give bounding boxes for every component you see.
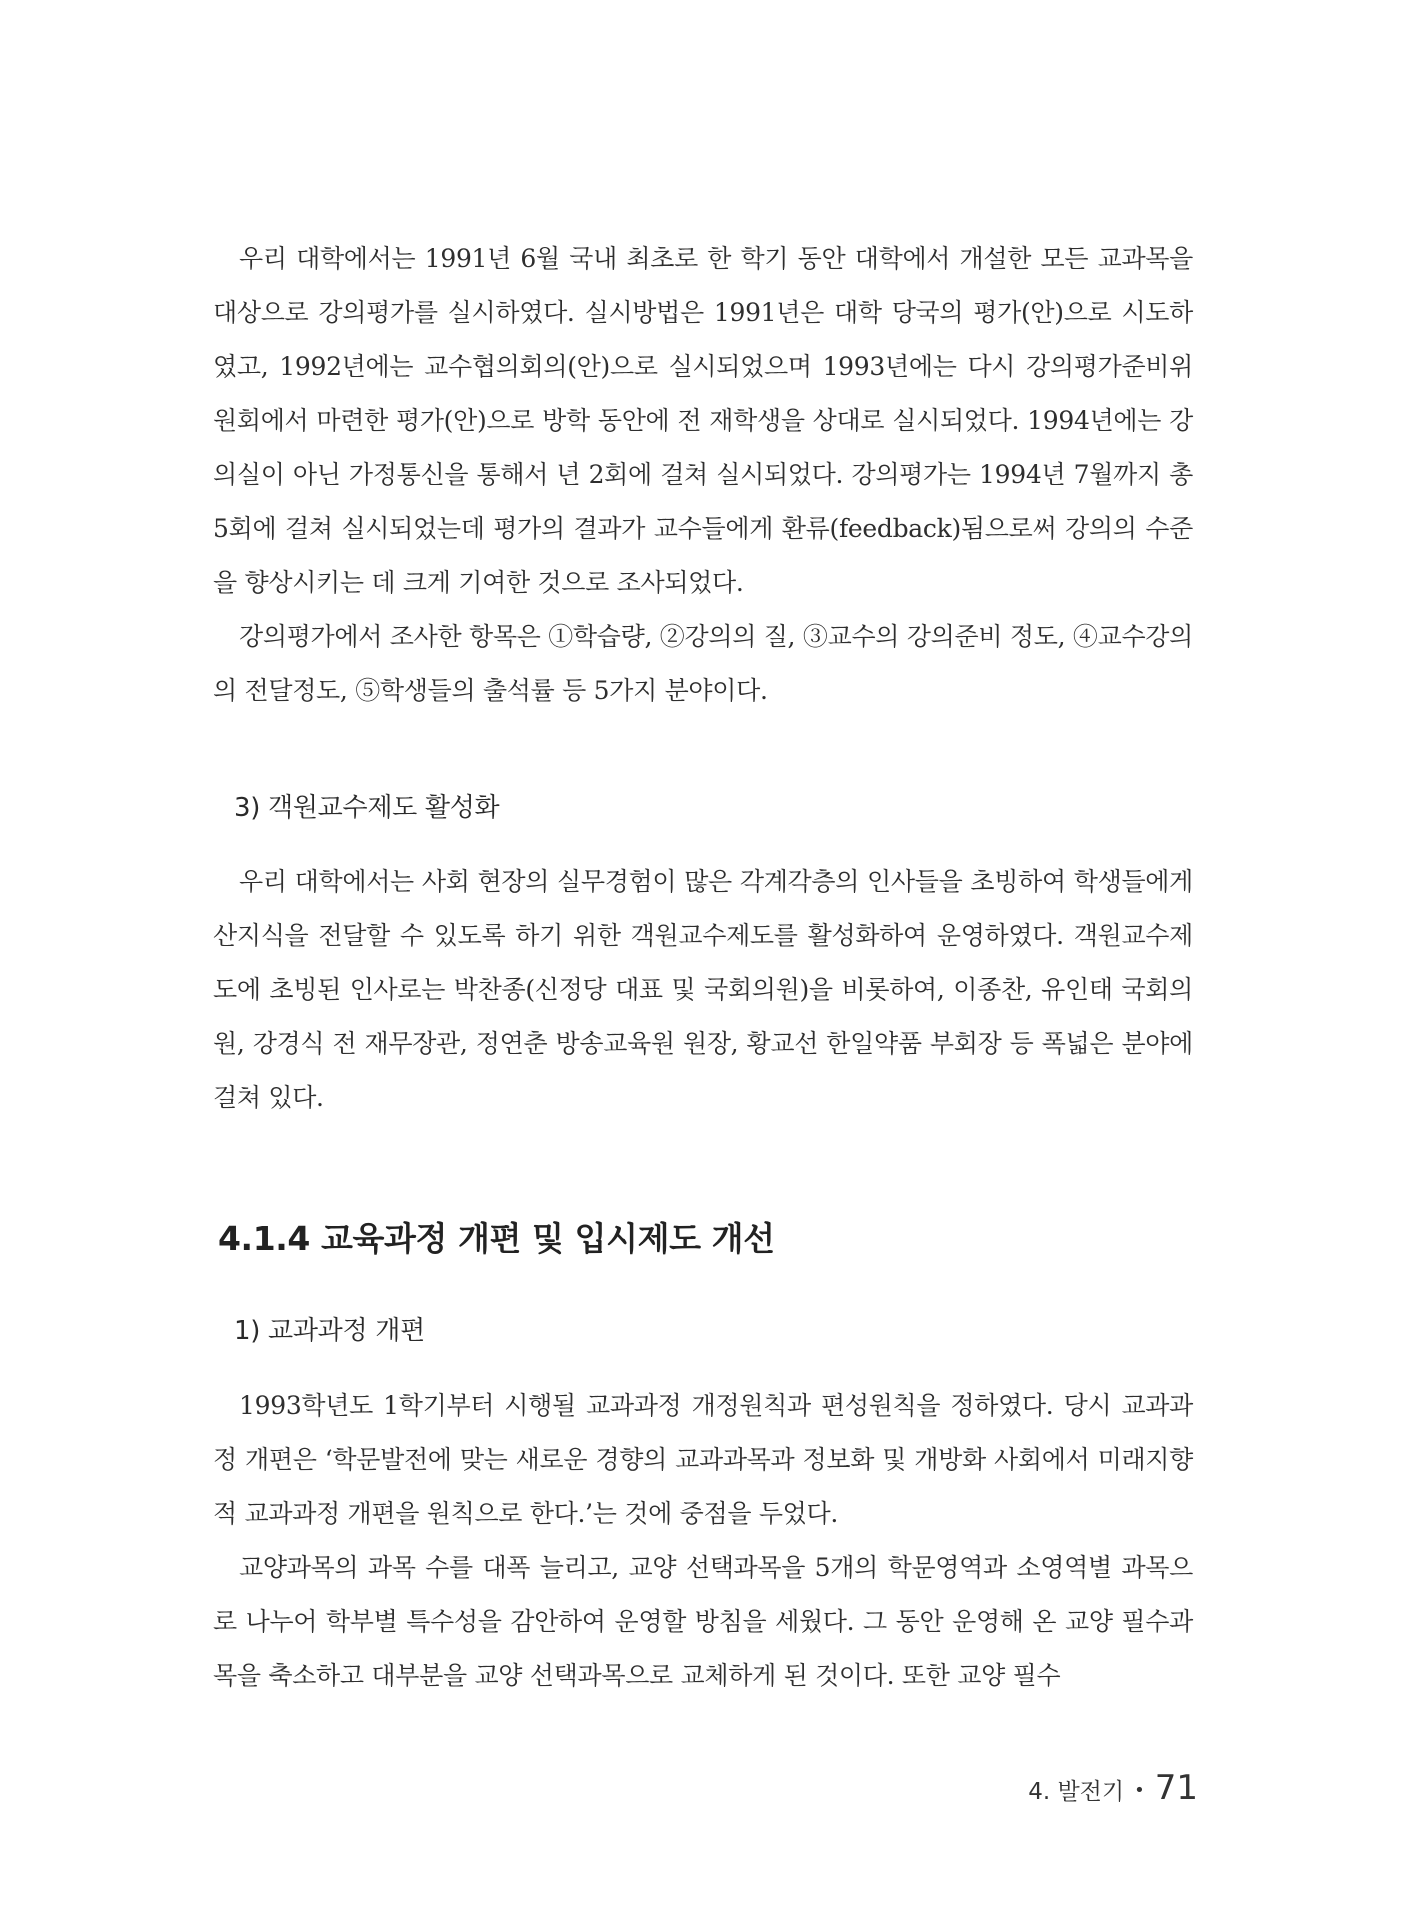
- subheading-visiting-professor: 3) 객원교수제도 활성화: [234, 793, 500, 823]
- subheading-curriculum-reform: 1) 교과과정 개편: [234, 1316, 425, 1346]
- paragraph-lecture-evaluation: 우리 대학에서는 1991년 6월 국내 최초로 한 학기 동안 대학에서 개설한 모든 교과목을 대상으로 강의평가를 실시하였다. 실시방법은 1991년은 대학 당국의 평가(안)으로 시도하였고, 1992년에는 교수협의회의(안)으로 실시되었으며 1993년에는 다시 강의평가준비위원회에서 마련한 평가(안)으로 방학 동안에 전 재학생을 상대로 실시되었다. 1994년에는 강의실이 아닌 가정통신을 통해서 년 2회에 걸쳐 실시되었다. 강의평가는 1994년 7월까지 총 5회에 걸쳐 실시되었는데 평가의 결과가 교수들에게 환류(feedback)됨으로써 강의의 수준을 향상시키는 데 크게 기여한 것으로 조사되었다.: [213, 244, 1193, 597]
- paragraph-evaluation-items: 강의평가에서 조사한 항목은 ①학습량, ②강의의 질, ③교수의 강의준비 정도, ④교수강의의 전달정도, ⑤학생들의 출석률 등 5가지 분야이다.: [213, 622, 1193, 705]
- paragraph-liberal-arts: 교양과목의 과목 수를 대폭 늘리고, 교양 선택과목을 5개의 학문영역과 소영역별 과목으로 나누어 학부별 특수성을 감안하여 운영할 방침을 세웠다. 그 동안 운영해 온 교양 필수과목을 축소하고 대부분을 교양 선택과목으로 교체하게 된 것이다. 또한 교양 필수: [213, 1553, 1193, 1690]
- paragraph-visiting-professor: 우리 대학에서는 사회 현장의 실무경험이 많은 각계각층의 인사들을 초빙하여 학생들에게 산지식을 전달할 수 있도록 하기 위한 객원교수제도를 활성화하여 운영하였다. 객원교수제도에 초빙된 인사로는 박찬종(신정당 대표 및 국회의원)을 비롯하여, 이종찬, 유인태 국회의원, 강경식 전 재무장관, 정연춘 방송교육원 원장, 황교선 한일약품 부회장 등 폭넓은 분야에 걸쳐 있다.: [213, 867, 1193, 1112]
- section-heading: 4.1.4 교육과정 개편 및 입시제도 개선: [218, 1219, 775, 1258]
- page-footer: [1028, 1768, 1198, 1808]
- footer-bullet: •: [1134, 1780, 1145, 1801]
- paragraph-curriculum-principles: 1993학년도 1학기부터 시행될 교과과정 개정원칙과 편성원칙을 정하였다. 당시 교과과정 개편은 ‘학문발전에 맞는 새로운 경향의 교과과목과 정보화 및 개방화 사회에서 미래지향적 교과과정 개편을 원칙으로 한다.’는 것에 중점을 두었다.: [213, 1391, 1193, 1528]
- footer-section-label: 4. 발전기: [1028, 1779, 1125, 1805]
- page-number: 71: [1154, 1768, 1198, 1808]
